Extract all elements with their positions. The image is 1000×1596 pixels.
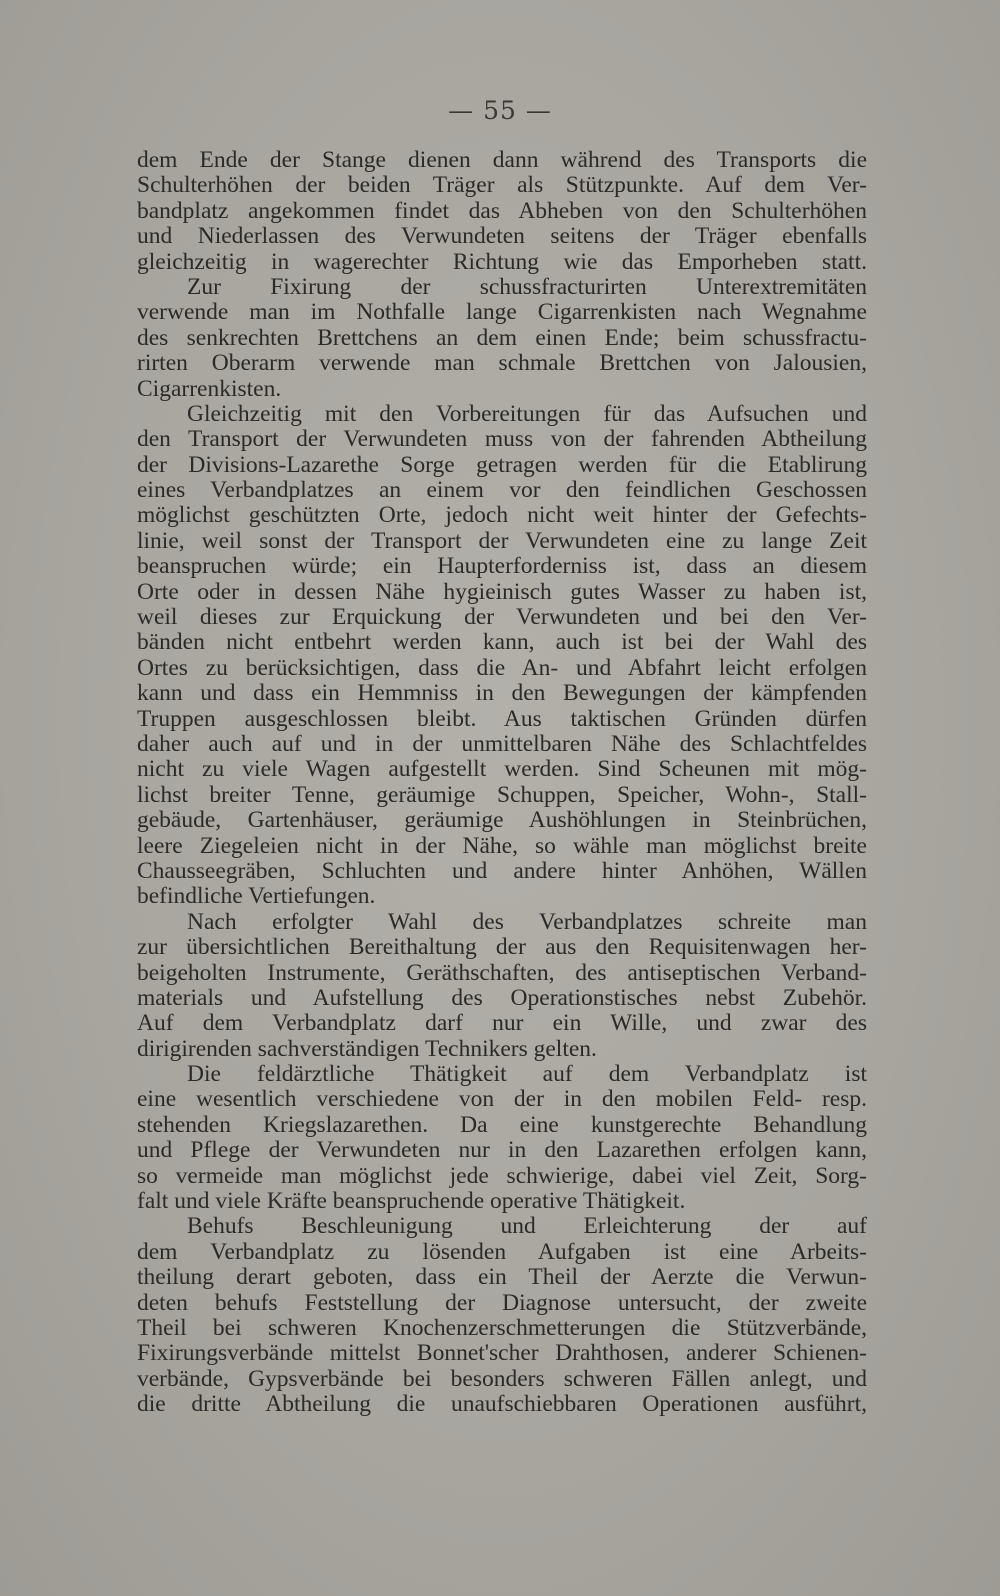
text-line: eine wesentlich verschiedene von der in den mobilen Feld- resp.	[137, 1086, 867, 1113]
text-line: Cigarrenkisten.	[137, 375, 282, 402]
text-line: die dritte Abtheilung die unaufschiebbaren Operationen ausführt,	[137, 1391, 867, 1418]
text-line: theilung derart geboten, dass ein Theil der Aerzte die Verwun-	[137, 1264, 867, 1291]
text-line: beanspruchen würde; ein Haupterforderniss ist, dass an diesem	[137, 553, 867, 580]
text-line: Orte oder in dessen Nähe hygieinisch gutes Wasser zu haben ist,	[137, 578, 867, 605]
text-line: deten behufs Feststellung der Diagnose untersucht, der zweite	[137, 1289, 867, 1316]
text-line: verbände, Gypsverbände bei besonders schweren Fällen anlegt, und	[137, 1365, 867, 1392]
text-line: bandplatz angekommen findet das Abheben von den Schulterhöhen	[137, 197, 867, 224]
text-line: befindliche Vertiefungen.	[137, 883, 376, 910]
text-line: verwende man im Nothfalle lange Cigarrenkisten nach Wegnahme	[137, 299, 867, 326]
text-line: zur übersichtlichen Bereithaltung der aus den Requisitenwagen her-	[137, 934, 867, 961]
text-line: und Niederlassen des Verwundeten seitens der Träger ebenfalls	[137, 223, 867, 250]
text-line: Behufs Beschleunigung und Erleichterung der auf	[187, 1213, 867, 1240]
text-line: des senkrechten Brettchens an dem einen Ende; beim schussfractu-	[137, 324, 867, 351]
text-line: lichst breiter Tenne, geräumige Schuppen, Speicher, Wohn-, Stall-	[137, 781, 867, 808]
text-line: leere Ziegeleien nicht in der Nähe, so wähle man möglichst breite	[137, 832, 867, 859]
text-line: kann und dass ein Hemmniss in den Bewegungen der kämpfenden	[137, 680, 867, 707]
text-line: Die feldärztliche Thätigkeit auf dem Verbandplatz ist	[187, 1061, 867, 1088]
text-line: rirten Oberarm verwende man schmale Brettchen von Jalousien,	[137, 350, 867, 377]
text-line: Gleichzeitig mit den Vorbereitungen für das Aufsuchen und	[187, 400, 867, 427]
text-line: den Transport der Verwundeten muss von der fahrenden Abtheilung	[137, 426, 867, 453]
text-line: Zur Fixirung der schussfracturirten Unterextremitäten	[187, 273, 867, 300]
text-line: Nach erfolgter Wahl des Verbandplatzes schreite man	[187, 908, 867, 935]
text-line: beigeholten Instrumente, Geräthschaften, des antiseptischen Verband-	[137, 959, 867, 986]
text-line: dirigirenden sachverständigen Technikers gelten.	[137, 1035, 597, 1062]
text-line: materials und Aufstellung des Operationstisches nebst Zubehör.	[137, 984, 867, 1011]
text-line: gleichzeitig in wagerechter Richtung wie das Emporheben statt.	[137, 248, 867, 275]
text-line: Theil bei schweren Knochenzerschmetterungen die Stützverbände,	[137, 1314, 867, 1341]
text-line: bänden nicht entbehrt werden kann, auch ist bei der Wahl des	[137, 629, 867, 656]
text-line: der Divisions-Lazarethe Sorge getragen werden für die Etablirung	[137, 451, 867, 478]
text-line: eines Verbandplatzes an einem vor den feindlichen Geschossen	[137, 477, 867, 504]
text-line: und Pflege der Verwundeten nur in den Lazarethen erfolgen kann,	[137, 1137, 867, 1164]
text-line: linie, weil sonst der Transport der Verwundeten eine zu lange Zeit	[137, 527, 867, 554]
text-line: Truppen ausgeschlossen bleibt. Aus taktischen Gründen dürfen	[137, 705, 867, 732]
text-line: daher auch auf und in der unmittelbaren Nähe des Schlachtfeldes	[137, 730, 867, 757]
text-line: möglichst geschützten Orte, jedoch nicht weit hinter der Gefechts-	[137, 502, 867, 529]
text-line: Schulterhöhen der beiden Träger als Stützpunkte. Auf dem Ver-	[137, 172, 867, 199]
body-text	[137, 148, 867, 1418]
text-line: so vermeide man möglichst jede schwierige, dabei viel Zeit, Sorg-	[137, 1162, 867, 1189]
text-line: Fixirungsverbände mittelst Bonnet'scher Drahthosen, anderer Schienen-	[137, 1340, 867, 1367]
page-number: — 55 —	[448, 96, 552, 125]
text-line: stehenden Kriegslazarethen. Da eine kunstgerechte Behandlung	[137, 1111, 867, 1138]
text-line: dem Verbandplatz zu lösenden Aufgaben ist eine Arbeits-	[137, 1238, 867, 1265]
text-line: nicht zu viele Wagen aufgestellt werden. Sind Scheunen mit mög-	[137, 756, 867, 783]
text-line: Ortes zu berücksichtigen, dass die An- und Abfahrt leicht erfolgen	[137, 654, 867, 681]
text-line: Chausseegräben, Schluchten und andere hinter Anhöhen, Wällen	[137, 857, 867, 884]
text-line: Auf dem Verbandplatz darf nur ein Wille, und zwar des	[137, 1010, 867, 1037]
text-line: falt und viele Kräfte beanspruchende operative Thätigkeit.	[137, 1188, 686, 1215]
text-line: weil dieses zur Erquickung der Verwundeten und bei den Ver-	[137, 604, 867, 631]
text-line: dem Ende der Stange dienen dann während des Transports die	[137, 147, 867, 173]
text-line: gebäude, Gartenhäuser, geräumige Aushöhlungen in Steinbrüchen,	[137, 807, 867, 834]
